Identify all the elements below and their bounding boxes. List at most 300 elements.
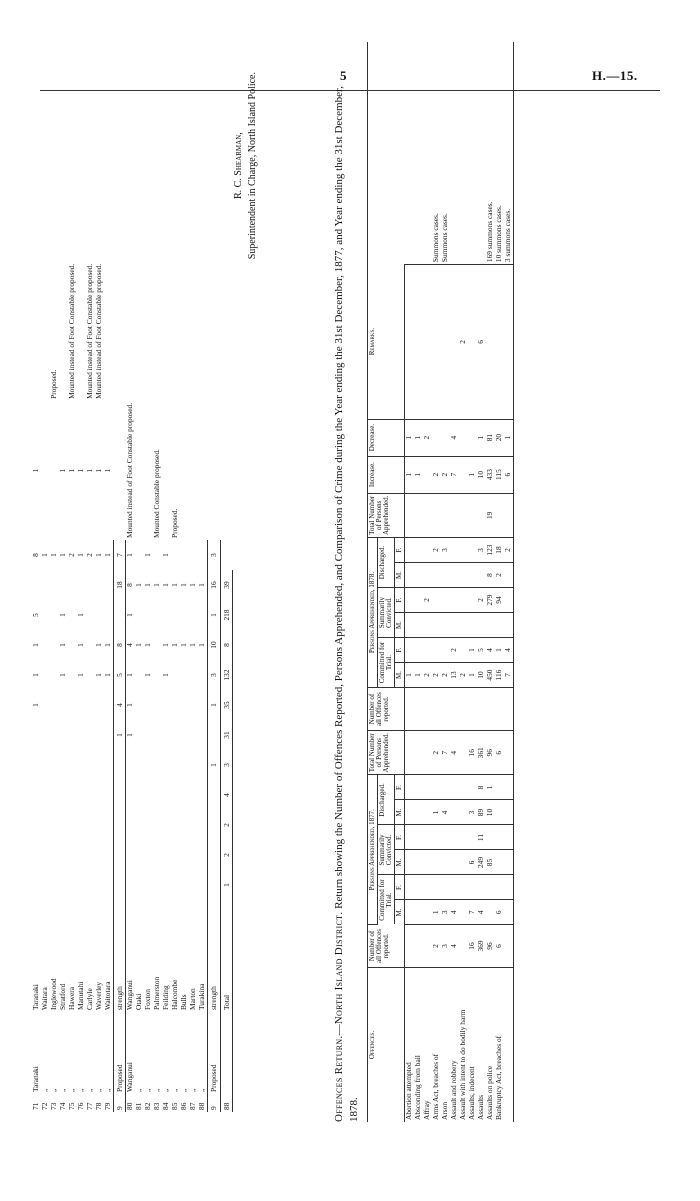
value-cell [495, 850, 504, 875]
count-cell [171, 660, 180, 690]
remark-cell: Mounted instead of Foot Constable proposed. [85, 263, 94, 399]
value-cell [495, 265, 504, 420]
value-cell [486, 688, 495, 731]
district-name: „ [94, 1088, 103, 1092]
value-cell: 2 [432, 456, 441, 493]
value-cell [405, 925, 415, 968]
count-cell [86, 840, 95, 870]
count-cell [162, 750, 171, 780]
value-cell: 2 [441, 663, 450, 688]
count-cell [144, 690, 153, 720]
count-cell: 1 [170, 643, 180, 647]
offences-title [332, 62, 362, 1122]
count-cell [135, 690, 144, 720]
header-committed-1878: Committed for Trial. [378, 638, 395, 688]
count-cell: 1 [197, 643, 207, 647]
count-cell [68, 870, 77, 900]
count-cell [86, 570, 95, 600]
value-cell [423, 563, 432, 588]
value-cell: 2 [459, 265, 468, 420]
count-cell: 1 [125, 673, 135, 677]
count-cell: 1 [161, 553, 171, 557]
value-cell [414, 265, 423, 420]
value-cell: 1 [468, 663, 477, 688]
count-cell: 1 [220, 870, 232, 900]
value-cell: 115 [495, 456, 504, 493]
value-cell [414, 925, 423, 968]
header-discharged-1878: Discharged. [378, 538, 395, 588]
count-cell [114, 900, 126, 930]
count-cell [135, 780, 144, 810]
offences-title-lead: Offences Return.—North Island District. [333, 911, 345, 1122]
count-cell: 1 [103, 673, 112, 677]
remark-cell [198, 401, 208, 540]
count-cell [77, 810, 86, 840]
district-name: „ [161, 1088, 171, 1092]
count-cell [32, 810, 41, 840]
district-name: „ [152, 1088, 162, 1092]
value-cell: 6 [504, 456, 514, 493]
station-name: Stratford [58, 983, 67, 1010]
count-cell: 1 [143, 583, 153, 587]
count-cell [220, 900, 232, 930]
value-cell: 2 [432, 663, 441, 688]
count-cell [162, 840, 171, 870]
count-cell: 1 [31, 703, 40, 707]
value-cell [504, 613, 514, 638]
count-cell: 1 [208, 600, 220, 630]
count-cell [198, 840, 208, 870]
value-cell [468, 613, 477, 638]
value-cell: 85 [486, 850, 495, 875]
value-cell [486, 875, 495, 900]
count-cell [171, 690, 180, 720]
header-increase: Increase. [368, 456, 405, 493]
offence-name: Bankruptcy Act, breaches of [494, 1035, 503, 1120]
value-cell: 6 [495, 900, 504, 925]
count-cell [144, 870, 153, 900]
count-cell [32, 570, 41, 600]
row-number: 86 [179, 1102, 189, 1110]
value-cell [450, 825, 459, 850]
value-cell [504, 563, 514, 588]
count-cell: 1 [94, 553, 103, 557]
header-number-1878: Number of all Offences reported. [368, 688, 405, 731]
header-discharged-1877: Discharged. [378, 775, 395, 825]
value-cell [423, 638, 432, 663]
value-cell [405, 588, 415, 613]
value-cell [414, 775, 423, 800]
count-cell: 218 [220, 600, 232, 630]
remark-cell: Mounted Constable proposed. [152, 449, 162, 538]
value-cell [405, 563, 415, 588]
count-cell [198, 900, 208, 930]
remark-cell [135, 401, 144, 540]
count-cell [77, 780, 86, 810]
count-cell [77, 900, 86, 930]
value-cell [414, 900, 423, 925]
count-cell [162, 600, 171, 630]
table-row [50, 62, 59, 1112]
count-cell: 7 [114, 540, 126, 570]
value-cell: 3 [441, 900, 450, 925]
count-cell: 1 [125, 703, 135, 707]
count-cell [208, 720, 220, 750]
count-cell: 1 [76, 613, 85, 617]
value-cell: 3 [468, 800, 477, 825]
count-cell [41, 600, 50, 630]
count-cell [180, 540, 189, 570]
offence-name: Assaults, indecent [467, 1066, 476, 1120]
value-cell: 7 [450, 456, 459, 493]
count-cell [208, 870, 220, 900]
count-cell [68, 690, 77, 720]
signature-name: R. C. Shearman, [233, 132, 244, 200]
district-name: „ [143, 1088, 153, 1092]
value-cell [414, 731, 423, 775]
header-total-1878: Total Number of Persons Apprehended. [368, 493, 405, 537]
remark-cell: Summons cases. [432, 42, 441, 265]
table-row [414, 42, 423, 1122]
value-cell: 1 [468, 456, 477, 493]
count-cell [41, 660, 50, 690]
signature-title: Superintendent in Charge, North Island Police. [246, 72, 258, 260]
count-cell [59, 750, 68, 780]
value-cell: 3 [477, 538, 486, 563]
count-cell: 10 [208, 630, 220, 660]
remark-cell [450, 42, 459, 265]
count-cell: 1 [85, 468, 94, 473]
value-cell [414, 875, 423, 900]
table-row [162, 62, 171, 1112]
count-cell: 1 [103, 553, 112, 557]
count-cell [77, 750, 86, 780]
count-cell [162, 810, 171, 840]
district-name: „ [67, 1088, 76, 1092]
value-cell: 4 [450, 925, 459, 968]
station-name: Marton [188, 988, 198, 1010]
value-cell [405, 493, 415, 537]
count-cell [189, 690, 198, 720]
count-cell [95, 870, 104, 900]
value-cell [432, 850, 441, 875]
value-cell [504, 875, 514, 900]
value-cell [441, 265, 450, 420]
remark-cell: 10 summons cases. [495, 42, 504, 265]
count-cell [144, 720, 153, 750]
value-cell: 2 [432, 731, 441, 775]
station-name: Manutahi [76, 981, 85, 1010]
value-cell [459, 875, 468, 900]
count-cell [198, 750, 208, 780]
count-cell [198, 780, 208, 810]
remark-cell [459, 42, 468, 265]
count-cell [104, 750, 114, 780]
value-cell: 7 [468, 900, 477, 925]
count-cell: 1 [143, 673, 153, 677]
value-cell: 94 [495, 588, 504, 613]
table-row [144, 62, 153, 1112]
count-cell [104, 690, 114, 720]
table-row [95, 62, 104, 1112]
count-cell [104, 900, 114, 930]
count-cell: 39 [220, 570, 232, 600]
count-cell [153, 720, 162, 750]
count-cell [104, 870, 114, 900]
count-cell [171, 600, 180, 630]
remark-cell [104, 62, 114, 401]
count-cell [198, 540, 208, 570]
count-cell: 31 [220, 720, 232, 750]
value-cell: 1 [414, 419, 423, 456]
value-cell [504, 265, 514, 420]
value-cell [504, 688, 514, 731]
count-cell [135, 900, 144, 930]
value-cell [423, 825, 432, 850]
table-row [450, 42, 459, 1122]
value-cell [423, 688, 432, 731]
remark-cell [180, 401, 189, 540]
value-cell [414, 800, 423, 825]
count-cell: 18 [114, 570, 126, 600]
count-cell: 1 [49, 553, 58, 557]
count-cell [208, 780, 220, 810]
value-cell: 6 [495, 925, 504, 968]
value-cell [405, 875, 415, 900]
count-cell: 1 [125, 613, 135, 617]
count-cell [86, 870, 95, 900]
remark-cell: 3 summons cases. [504, 42, 514, 265]
count-cell [104, 840, 114, 870]
value-cell [432, 638, 441, 663]
count-cell [59, 810, 68, 840]
count-cell [180, 750, 189, 780]
remark-cell [414, 42, 423, 265]
value-cell [405, 731, 415, 775]
count-cell [189, 810, 198, 840]
offence-name: Arson [440, 1101, 449, 1120]
value-cell: 10 [486, 800, 495, 825]
count-cell [198, 600, 208, 630]
value-cell [432, 563, 441, 588]
count-cell: 2 [220, 810, 232, 840]
value-cell [504, 850, 514, 875]
value-cell: 4 [486, 638, 495, 663]
table-row [486, 42, 495, 1122]
value-cell [495, 688, 504, 731]
count-cell [126, 780, 136, 810]
row-number: 76 [76, 1102, 85, 1110]
value-cell [468, 688, 477, 731]
count-cell [41, 900, 50, 930]
count-cell [126, 810, 136, 840]
count-cell [180, 870, 189, 900]
count-cell [144, 600, 153, 630]
header-female: F. [395, 538, 405, 563]
count-cell [189, 720, 198, 750]
value-cell [495, 613, 504, 638]
count-cell [144, 810, 153, 840]
value-cell [459, 419, 468, 456]
count-cell [59, 840, 68, 870]
count-cell [180, 840, 189, 870]
value-cell [450, 588, 459, 613]
value-cell: 1 [405, 663, 415, 688]
count-cell [171, 780, 180, 810]
value-cell [441, 563, 450, 588]
value-cell: 4 [477, 900, 486, 925]
count-cell: 8 [31, 553, 40, 557]
row-number: 77 [85, 1102, 94, 1110]
value-cell [450, 875, 459, 900]
value-cell [459, 588, 468, 613]
value-cell: 2 [423, 419, 432, 456]
header-male: M. [395, 613, 405, 638]
count-cell [50, 750, 59, 780]
value-cell: 1 [414, 663, 423, 688]
count-cell [153, 780, 162, 810]
count-cell [68, 810, 77, 840]
row-number: 71 [31, 1102, 40, 1110]
count-cell [77, 840, 86, 870]
header-female: F. [395, 638, 405, 663]
station-name: Bulls [179, 994, 189, 1010]
count-cell [68, 570, 77, 600]
offence-name: Arms Act, breaches of [431, 1053, 440, 1120]
value-cell: 1 [414, 456, 423, 493]
table-row [423, 42, 432, 1122]
value-cell [459, 493, 468, 537]
header-summarily-1877: Summarily Convicted. [378, 825, 395, 875]
table-row [68, 62, 77, 1112]
remark-cell: Mounted instead of Foot Constable proposed. [67, 263, 76, 399]
value-cell: 11 [477, 825, 486, 850]
value-cell: 16 [468, 925, 477, 968]
header-remarks: Remarks. [368, 265, 405, 420]
value-cell [441, 875, 450, 900]
count-cell [126, 870, 136, 900]
value-cell: 8 [486, 563, 495, 588]
header-persons-1877: Persons Apprehended, 1877. [368, 775, 378, 925]
count-cell [77, 720, 86, 750]
remark-cell [189, 401, 198, 540]
count-cell [95, 840, 104, 870]
table-row [135, 62, 144, 1112]
value-cell [414, 613, 423, 638]
count-cell: 1 [58, 553, 67, 557]
value-cell: 2 [441, 456, 450, 493]
row-number: 78 [94, 1102, 103, 1110]
count-cell [86, 690, 95, 720]
count-cell [153, 870, 162, 900]
count-cell: 1 [143, 553, 153, 557]
count-cell [32, 840, 41, 870]
value-cell [450, 775, 459, 800]
value-cell [450, 688, 459, 731]
table-row [220, 62, 232, 1112]
value-cell [441, 613, 450, 638]
value-cell [423, 493, 432, 537]
remark-cell: Summons cases. [441, 42, 450, 265]
count-cell [198, 660, 208, 690]
count-cell: 132 [220, 660, 232, 690]
value-cell [504, 925, 514, 968]
page-number: 5 [340, 68, 347, 83]
value-cell [414, 493, 423, 537]
count-cell: 1 [188, 583, 198, 587]
value-cell: 2 [423, 663, 432, 688]
value-cell: 1 [405, 456, 415, 493]
value-cell [459, 538, 468, 563]
count-cell [86, 720, 95, 750]
value-cell [450, 538, 459, 563]
value-cell: 1 [504, 419, 514, 456]
count-cell: 1 [76, 553, 85, 557]
row-number: 88 [220, 1094, 232, 1112]
table-row [180, 62, 189, 1112]
count-cell [135, 810, 144, 840]
value-cell [450, 613, 459, 638]
district-name: „ [197, 1088, 207, 1092]
count-cell: 8 [114, 630, 126, 660]
value-cell: 1 [468, 638, 477, 663]
value-cell [405, 613, 415, 638]
remark-cell [32, 62, 41, 401]
count-cell: 1 [31, 673, 40, 677]
value-cell: 116 [495, 663, 504, 688]
value-cell: 13 [450, 663, 459, 688]
value-cell [414, 850, 423, 875]
count-cell [86, 780, 95, 810]
count-cell [95, 900, 104, 930]
value-cell [459, 775, 468, 800]
row-number: 87 [188, 1102, 198, 1110]
count-cell [59, 720, 68, 750]
table-row [86, 62, 95, 1112]
count-cell: 5 [114, 660, 126, 690]
count-cell [135, 840, 144, 870]
value-cell: 4 [441, 800, 450, 825]
value-cell: 4 [450, 419, 459, 456]
value-cell: 2 [495, 563, 504, 588]
station-name: Waverley [94, 981, 103, 1010]
count-cell [68, 780, 77, 810]
count-cell [104, 600, 114, 630]
row-number: 72 [40, 1102, 49, 1110]
count-cell [153, 810, 162, 840]
count-cell: 1 [161, 583, 171, 587]
count-cell [114, 600, 126, 630]
value-cell: 10 [477, 456, 486, 493]
count-cell: 1 [188, 643, 198, 647]
offence-name: Absconding from bail [413, 1055, 422, 1120]
value-cell: 81 [486, 419, 495, 456]
count-cell [41, 630, 50, 660]
count-cell: 1 [134, 583, 144, 587]
offence-name: Assault and robbery [449, 1060, 458, 1120]
value-cell [432, 265, 441, 420]
row-number: 84 [161, 1102, 171, 1110]
value-cell [441, 493, 450, 537]
header-committed-1877: Committed for Trial. [378, 875, 395, 925]
value-cell [495, 493, 504, 537]
district-name: „ [49, 1088, 58, 1092]
count-cell [86, 750, 95, 780]
count-cell [153, 600, 162, 630]
count-cell [180, 660, 189, 690]
value-cell [405, 900, 415, 925]
count-cell: 1 [103, 643, 112, 647]
